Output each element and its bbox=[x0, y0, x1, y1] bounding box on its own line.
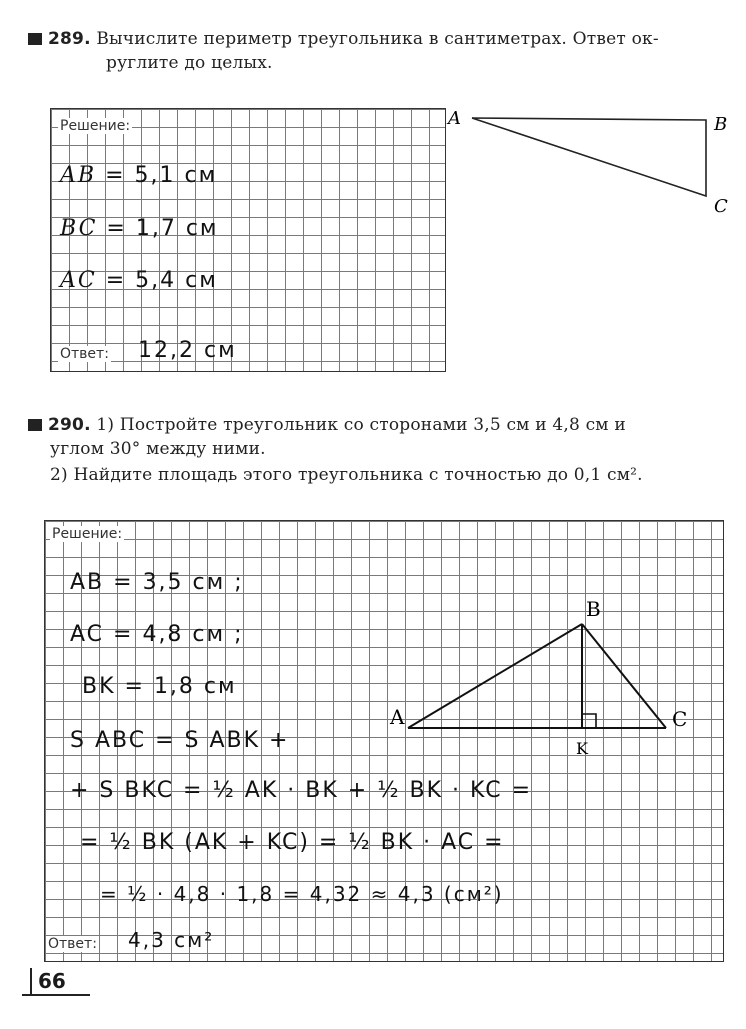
task-289-line-bc bbox=[60, 216, 219, 241]
vertex-c-290: C bbox=[672, 707, 688, 731]
triangle-abc-289 bbox=[472, 118, 706, 196]
point-k-290: K bbox=[576, 739, 588, 758]
task-289-number: 289. bbox=[48, 29, 91, 49]
task-290-hw-7: = ½ · 4,8 · 1,8 = 4,32 ≈ 4,3 (см²) bbox=[100, 882, 504, 906]
task-289-text-line2-wrap bbox=[106, 52, 273, 74]
task-289-answer-label: Ответ: bbox=[60, 346, 109, 362]
task-289-line-ac bbox=[60, 268, 218, 293]
vertex-b-label: B bbox=[714, 114, 728, 135]
task-289-line-ab bbox=[60, 163, 217, 188]
task-290-answer-label: Ответ: bbox=[48, 936, 97, 952]
task-290-line3-wrap bbox=[50, 464, 643, 486]
task-290-answer: 4,3 см² bbox=[128, 928, 215, 952]
task-290-title bbox=[28, 414, 626, 436]
line-ac-label: AC bbox=[60, 268, 97, 293]
vertex-a-label: A bbox=[448, 108, 461, 129]
right-angle-mark bbox=[582, 714, 596, 728]
task-290-figure bbox=[380, 596, 710, 766]
task-289-answer: 12,2 см bbox=[138, 338, 237, 363]
vertex-b-290: B bbox=[586, 597, 601, 621]
task-290-hw-1: AB = 3,5 см ; bbox=[70, 570, 244, 595]
task-289-text-line1: Вычислите периметр треугольника в сантиметрах. Ответ ок- bbox=[96, 29, 659, 49]
vertex-a-290: A bbox=[390, 705, 405, 729]
task-290-hw-3: BK = 1,8 см bbox=[82, 674, 237, 699]
line-ab-label: AB bbox=[60, 163, 97, 188]
task-289-solution-label: Решение: bbox=[60, 118, 131, 134]
page-number: 66 bbox=[30, 968, 66, 994]
vertex-c-label: C bbox=[714, 196, 728, 217]
task-289-text-line2: руглите до целых. bbox=[106, 53, 273, 73]
task-290-hw-2: AC = 4,8 см ; bbox=[70, 622, 244, 647]
task-290-number: 290. bbox=[48, 415, 91, 435]
line-ac-value: = 5,4 см bbox=[105, 268, 218, 293]
task-marker-icon bbox=[28, 33, 42, 45]
side-bc bbox=[582, 624, 666, 728]
task-290-hw-4: S ABC = S ABK + bbox=[70, 728, 290, 753]
task-marker-icon bbox=[28, 419, 42, 431]
page-number-underline bbox=[22, 994, 90, 996]
task-290-line3: 2) Найдите площадь этого треугольника с точностью до 0,1 см². bbox=[50, 465, 643, 485]
task-290-line2: углом 30° между ними. bbox=[50, 439, 266, 459]
task-289-figure bbox=[440, 100, 740, 220]
task-290-line1: 1) Постройте треугольник со сторонами 3,5 см и 4,8 см и bbox=[96, 415, 626, 435]
line-bc-label: BC bbox=[60, 216, 98, 241]
task-290-line2-wrap bbox=[50, 438, 266, 460]
line-ab-value: = 5,1 см bbox=[105, 163, 218, 188]
task-290-hw-5: + S BKC = ½ AK · BK + ½ BK · KC = bbox=[70, 778, 533, 803]
task-290-solution-label: Решение: bbox=[52, 526, 123, 542]
task-290-hw-6: = ½ BK (AK + KC) = ½ BK · AC = bbox=[80, 830, 505, 855]
task-289-title bbox=[28, 28, 659, 50]
line-bc-value: = 1,7 см bbox=[106, 216, 219, 241]
side-ab bbox=[408, 624, 582, 728]
